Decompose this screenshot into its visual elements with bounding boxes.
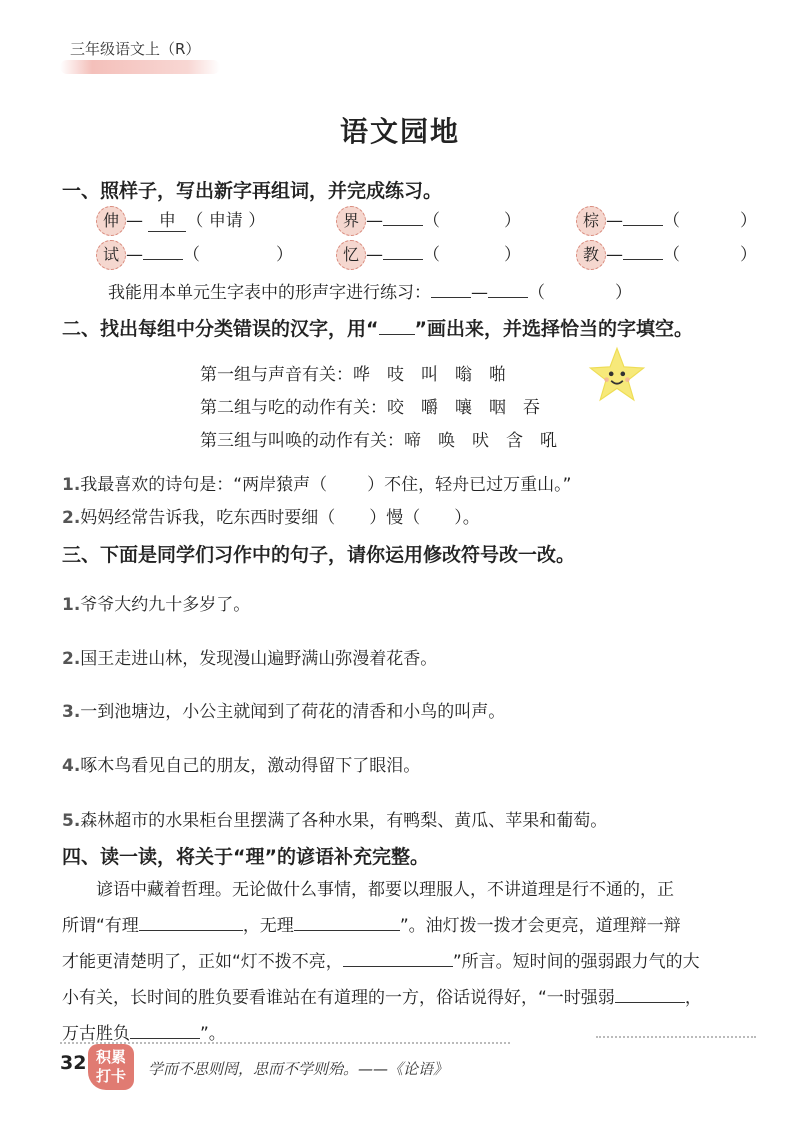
char-circle: 教 (576, 240, 606, 270)
header-decoration (60, 60, 220, 74)
group-3: 第三组与叫唤的动作有关：啼 唤 吠 含 吼 (200, 431, 557, 451)
s1-item-2: 界 — （ ） (336, 206, 521, 236)
answer-blank[interactable] (623, 207, 663, 226)
answer-blank[interactable] (383, 241, 423, 260)
smiling-star-icon (588, 346, 646, 404)
answer-blank[interactable] (294, 912, 400, 931)
answer-blank[interactable] (431, 279, 471, 298)
answer-blank[interactable] (139, 912, 243, 931)
answer-blank[interactable] (143, 241, 183, 260)
s1-item-3: 棕 — （ ） (576, 206, 757, 236)
group-chars[interactable]: 啼 唤 吠 含 吼 (404, 431, 557, 451)
group-1: 第一组与声音有关：哗 吱 叫 嗡 啪 (200, 365, 506, 385)
char-circle: 伸 (96, 206, 126, 236)
char-circle: 试 (96, 240, 126, 270)
s1-practice: 我能用本单元生字表中的形声字进行练习： — （ ） (108, 278, 632, 303)
char-circle: 界 (336, 206, 366, 236)
group-2: 第二组与吃的动作有关：咬 嚼 嚷 咽 吞 (200, 398, 540, 418)
para-line-5: 万古胜负 ”。 (62, 1016, 752, 1052)
sentence-4[interactable]: 4.啄木鸟看见自己的朋友，激动得留下了眼泪。 (62, 756, 421, 776)
page-number: 32 (60, 1052, 87, 1074)
answer-blank[interactable] (130, 1020, 200, 1039)
footer-divider-right (596, 1036, 756, 1038)
footer-quote: 学而不思则罔，思而不学则殆。——《论语》 (148, 1060, 449, 1078)
section2-heading: 二、找出每组中分类错误的汉字，用“ ”画出来，并选择恰当的字填空。 (62, 318, 693, 340)
answer-blank[interactable] (488, 279, 528, 298)
s1-item-1: 伸 — 申 （ 申请 ） (96, 206, 265, 236)
answer-blank[interactable] (383, 207, 423, 226)
answer-blank[interactable] (615, 984, 685, 1003)
answer-blank[interactable]: 申 (148, 206, 186, 232)
s1-item-6: 教 — （ ） (576, 240, 757, 270)
para-line-2: 所谓“有理 ，无理 ”。油灯拨一拨才会更亮，道理辩一辩 (62, 908, 752, 944)
section3-heading: 三、下面是同学们习作中的句子，请你运用修改符号改一改。 (62, 544, 576, 566)
grade-label: 三年级语文上（R） (70, 40, 201, 58)
para-line-3: 才能更清楚明了，正如“灯不拨不亮， ”所言。短时间的强弱跟力气的大 (62, 944, 752, 980)
section1-heading: 一、照样子，写出新字再组词，并完成练习。 (62, 180, 443, 202)
sentence-1[interactable]: 1.爷爷大约九十多岁了。 (62, 595, 251, 615)
underline-sample (379, 320, 415, 335)
section4-heading: 四、读一读，将关于“理”的谚语补充完整。 (62, 846, 429, 868)
answer-blank[interactable] (343, 948, 453, 967)
group-chars[interactable]: 哗 吱 叫 嗡 啪 (353, 365, 506, 385)
s1-item-5: 忆 — （ ） (336, 240, 521, 270)
proverb-paragraph (62, 872, 752, 1052)
sentence-3[interactable]: 3.一到池塘边，小公主就闻到了荷花的清香和小鸟的叫声。 (62, 702, 506, 722)
example-word: 申请 (208, 211, 243, 231)
page-title: 语文园地 (339, 115, 460, 148)
char-circle: 忆 (336, 240, 366, 270)
sentence-2[interactable]: 2.国王走进山林，发现漫山遍野满山弥漫着花香。 (62, 649, 438, 669)
answer-blank[interactable] (623, 241, 663, 260)
s1-item-4: 试 — （ ） (96, 240, 293, 270)
para-line-1: 谚语中藏着哲理。无论做什么事情，都要以理服人，不讲道理是行不通的，正 (96, 880, 674, 900)
s2-question-2: 2.妈妈经常告诉我，吃东西时要细（ ）慢（ ）。 (62, 508, 480, 528)
accumulate-badge: 积累 打卡 (88, 1044, 134, 1090)
char-circle: 棕 (576, 206, 606, 236)
para-line-4: 小有关，长时间的胜负要看谁站在有道理的一方，俗话说得好，“一时强弱 ， (62, 980, 752, 1016)
group-chars[interactable]: 咬 嚼 嚷 咽 吞 (387, 398, 540, 418)
s2-question-1: 1.我最喜欢的诗句是：“两岸猿声（ ）不住，轻舟已过万重山。” (62, 475, 572, 495)
sentence-5[interactable]: 5.森林超市的水果柜台里摆满了各种水果，有鸭梨、黄瓜、苹果和葡萄。 (62, 811, 608, 831)
